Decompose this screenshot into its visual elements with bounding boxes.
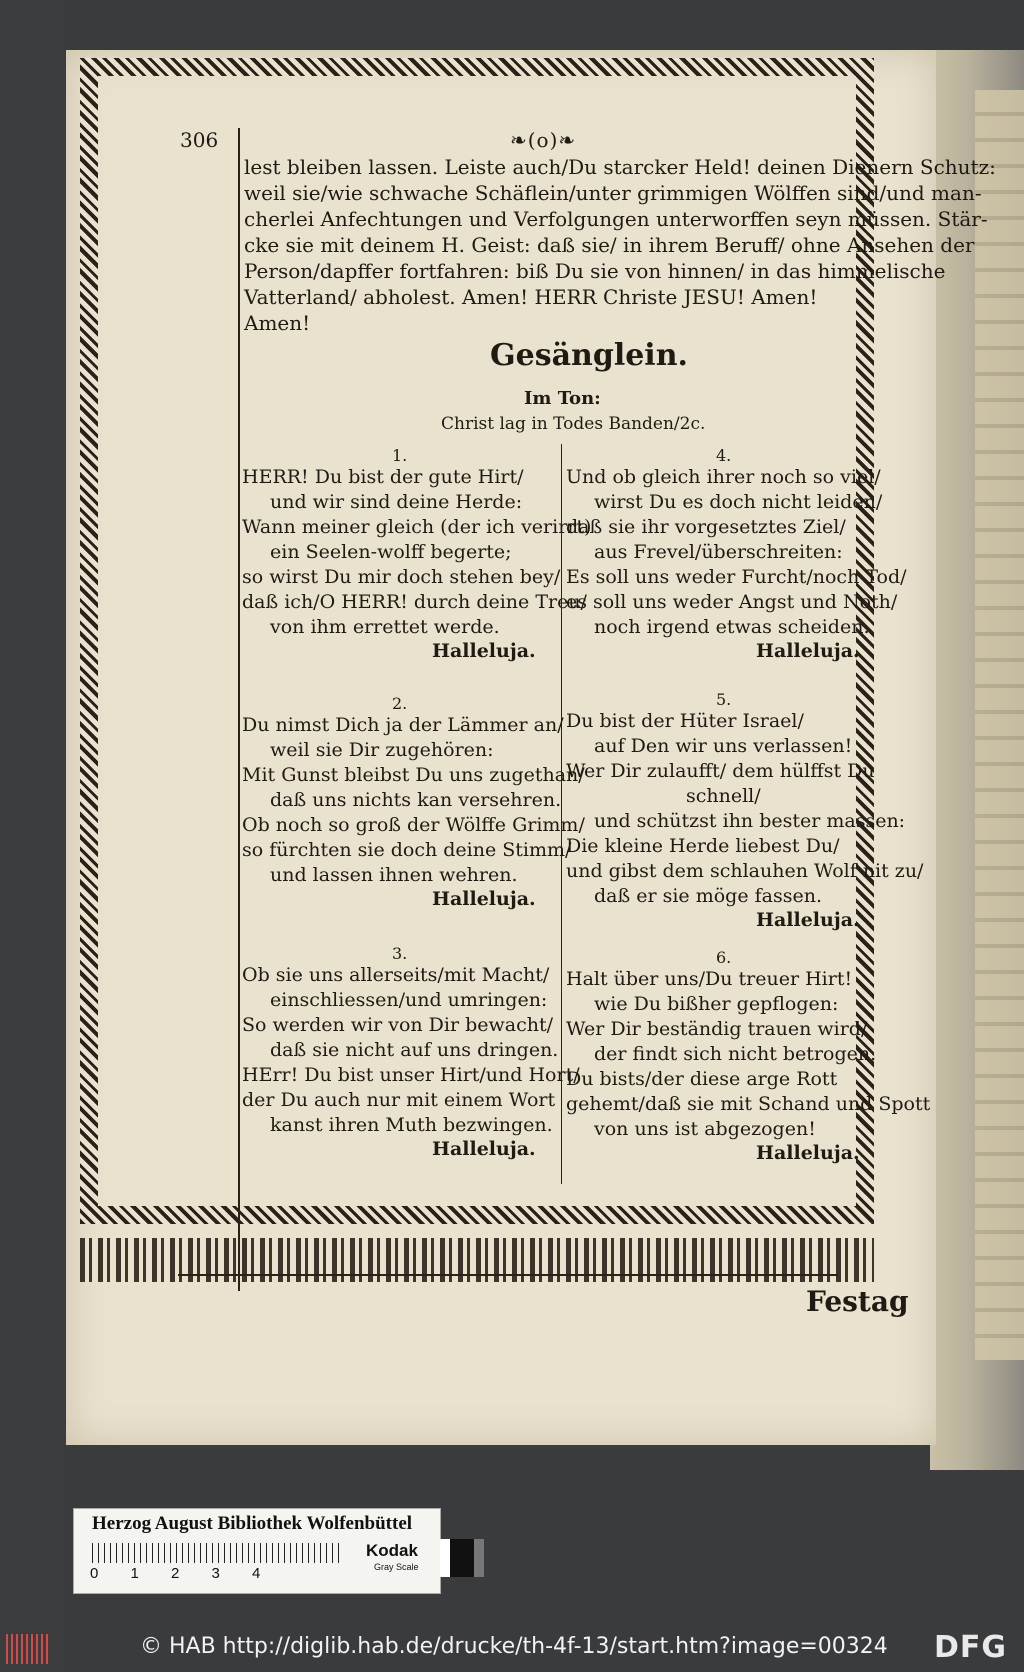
verse-line: so wirst Du mir doch stehen bey/: [242, 566, 561, 588]
prose-line: Vatterland/ abholest. Amen! HERR Christe JESU! Amen!: [244, 285, 818, 309]
halleluja: Halleluja.: [756, 1142, 860, 1164]
verse-line: Die kleine Herde liebest Du/: [566, 835, 840, 857]
ruler-numbers: 0 1 2 3 4: [90, 1565, 261, 1582]
prose-line: Amen!: [244, 311, 311, 335]
verse-line: noch irgend etwas scheiden.: [594, 616, 870, 638]
halleluja: Halleluja.: [756, 640, 860, 662]
verse-line: Du bist der Hüter Israel/: [566, 710, 804, 732]
verse-line: und wir sind deine Herde:: [270, 491, 523, 513]
verse-line: von ihm errettet werde.: [270, 616, 500, 638]
verse-line: der Du auch nur mit einem Wort: [242, 1089, 556, 1111]
prose-line: weil sie/wie schwache Schäflein/unter grimmigen Wölffen sind/und man-: [244, 181, 982, 205]
verse-line: Du nimst Dich ja der Lämmer an/: [242, 714, 564, 736]
verse-line: Ob noch so groß der Wölffe Grimm/: [242, 814, 585, 836]
verse-line: Ob sie uns allerseits/mit Macht/: [242, 964, 550, 986]
stanza-number: 5.: [716, 690, 732, 709]
tone-label: Im Ton:: [524, 388, 601, 409]
scanner-background: [0, 0, 70, 1672]
bottom-rule: [178, 1274, 838, 1276]
stanza-number: 4.: [716, 446, 732, 465]
verse-line: und schützst ihn bester massen:: [594, 810, 906, 832]
verse-line: und gibst dem schlauhen Wolf nit zu/: [566, 860, 924, 882]
stanza-3: [242, 944, 580, 1160]
verse-line: daß sie ihr vorgesetztes Ziel/: [566, 516, 846, 538]
stanza-4: [566, 446, 907, 662]
gray-scale-label: Gray Scale: [374, 1562, 419, 1572]
stanza-6: [566, 948, 930, 1164]
verse-line: es soll uns weder Angst und Noth/: [566, 591, 898, 613]
barcode-icon: [6, 1634, 48, 1664]
verse-line: HErr! Du bist unser Hirt/und Hort/: [242, 1064, 580, 1086]
verse-line: von uns ist abgezogen!: [594, 1118, 816, 1140]
catchword: Festag: [806, 1285, 909, 1318]
prose-line: cke sie mit deinem H. Geist: daß sie/ in ihrem Beruff/ ohne Ansehen der: [244, 233, 975, 257]
verse-line: ein Seelen-wolff begerte;: [270, 541, 512, 563]
verse-line: HERR! Du bist der gute Hirt/: [242, 466, 524, 488]
verse-line: daß sie nicht auf uns dringen.: [270, 1039, 559, 1061]
prose-block: [244, 154, 996, 336]
library-name: Herzog August Bibliothek Wolfenbüttel: [92, 1513, 413, 1534]
verse-line: Und ob gleich ihrer noch so viel/: [566, 466, 881, 488]
halleluja: Halleluja.: [756, 909, 860, 931]
verse-line: und lassen ihnen wehren.: [270, 864, 518, 886]
stanza-number: 6.: [716, 948, 732, 967]
verse-line: Wer Dir zulaufft/ dem hülffst Du: [566, 760, 875, 782]
verse-line: weil sie Dir zugehören:: [270, 739, 494, 761]
dfg-logo: DFG: [934, 1630, 1008, 1665]
gray-swatch: [440, 1539, 484, 1577]
prose-line: Person/dapffer fortfahren: biß Du sie von hinnen/ in das himmelische: [244, 259, 946, 283]
footer-url[interactable]: © HAB http://diglib.hab.de/drucke/th-4f-13/start.htm?image=00324: [140, 1634, 888, 1659]
verse-line: Halt über uns/Du treuer Hirt!: [566, 968, 853, 990]
stanza-5: [566, 690, 923, 931]
ruler-scale: [92, 1543, 342, 1563]
verse-line: aus Frevel/überschreiten:: [594, 541, 843, 563]
verse-line: wirst Du es doch nicht leiden/: [594, 491, 883, 513]
halleluja: Halleluja.: [432, 640, 536, 662]
verse-line: daß er sie möge fassen.: [594, 885, 822, 907]
stanza-number: 3.: [392, 944, 408, 963]
stanza-number: 1.: [392, 446, 408, 465]
halleluja: Halleluja.: [432, 888, 536, 910]
section-heading: Gesänglein.: [490, 338, 688, 373]
prose-line: lest bleiben lassen. Leiste auch/Du starcker Held! deinen Dienern Schutz:: [244, 155, 996, 179]
verse-line: daß uns nichts kan versehren.: [270, 789, 562, 811]
verse-line: Wann meiner gleich (der ich verirrt): [242, 516, 592, 538]
verse-line: So werden wir von Dir bewacht/: [242, 1014, 554, 1036]
verse-line: Wer Dir beständig trauen wird/: [566, 1018, 868, 1040]
stanza-2: [242, 694, 585, 910]
verse-line: schnell/: [686, 785, 761, 807]
verse-line: auf Den wir uns verlassen!: [594, 735, 853, 757]
prose-line: cherlei Anfechtungen und Verfolgungen unterworffen seyn müssen. Stär-: [244, 207, 988, 231]
verse-line: der findt sich nicht betrogen.: [594, 1043, 877, 1065]
verse-line: Du bists/der diese arge Rott: [566, 1068, 838, 1090]
stanza-1: [242, 446, 591, 662]
verse-line: gehemt/daß sie mit Schand und Spott: [566, 1093, 931, 1115]
verse-line: daß ich/O HERR! durch deine Treu/: [242, 591, 587, 613]
verse-line: Es soll uns weder Furcht/noch Tod/: [566, 566, 907, 588]
margin-rule: [238, 128, 240, 1291]
verse-line: einschliessen/und umringen:: [270, 989, 548, 1011]
verse-line: Mit Gunst bleibst Du uns zugethan/: [242, 764, 585, 786]
melody-title: Christ lag in Todes Banden/2c.: [441, 414, 706, 434]
page-number: 306: [180, 128, 219, 152]
kodak-logo: Kodak: [366, 1541, 418, 1560]
verse-line: wie Du bißher gepflogen:: [594, 993, 839, 1015]
verse-line: kanst ihren Muth bezwingen.: [270, 1114, 553, 1136]
header-ornament: ❧(o)❧: [510, 128, 577, 152]
stanza-number: 2.: [392, 694, 408, 713]
color-calibration-card: [73, 1508, 441, 1594]
verse-line: so fürchten sie doch deine Stimm/: [242, 839, 572, 861]
halleluja: Halleluja.: [432, 1138, 536, 1160]
